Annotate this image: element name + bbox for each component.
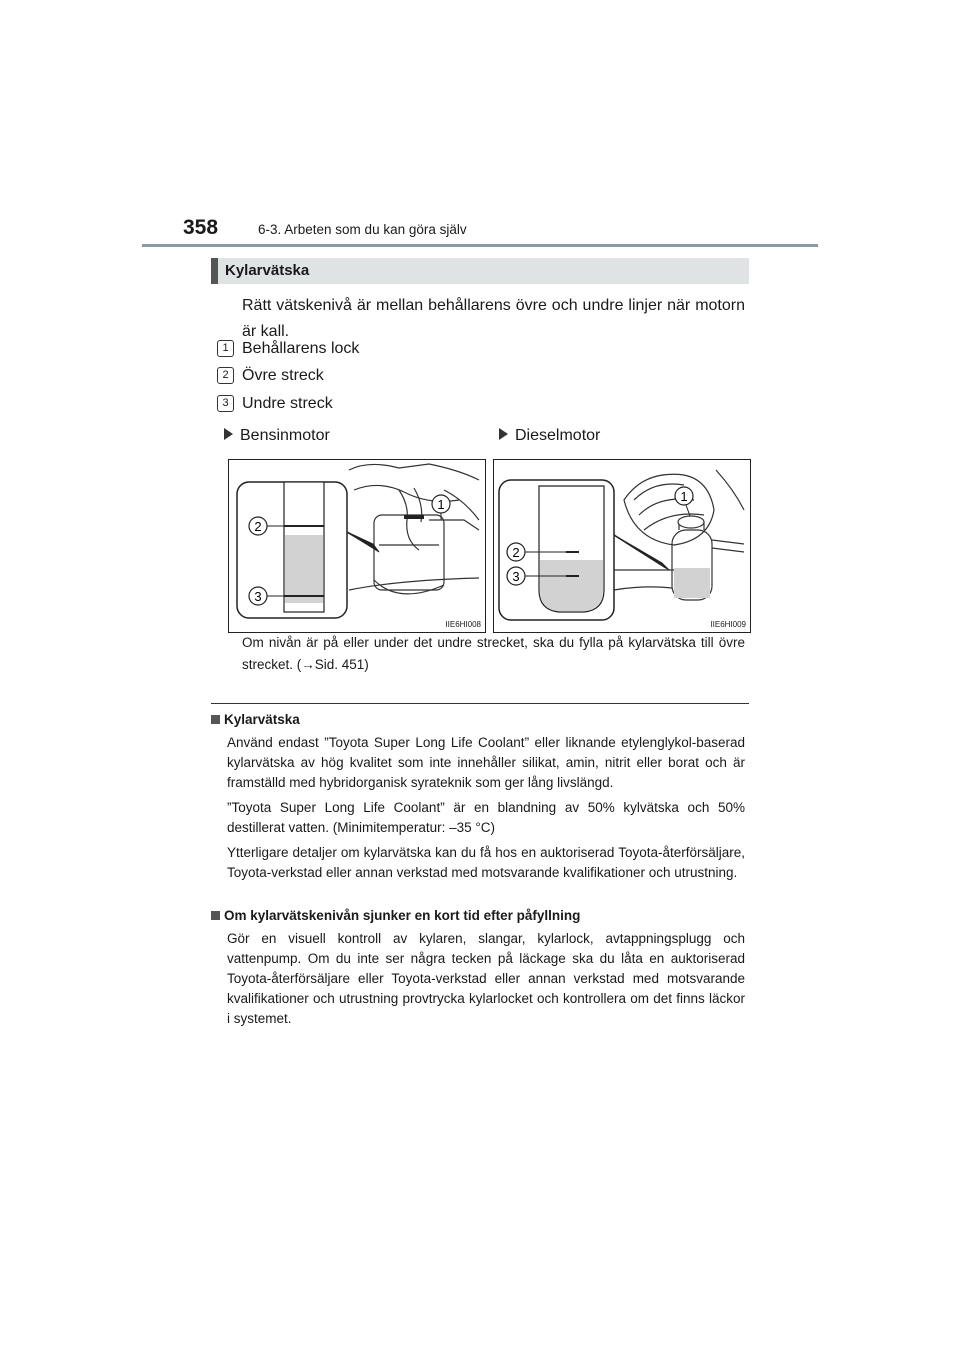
chapter-title: 6-3. Arbeten som du kan göra själv [258, 222, 467, 237]
page-number: 358 [183, 216, 219, 239]
section-heading-bar [211, 258, 218, 284]
svg-text:2: 2 [254, 519, 262, 534]
figure-petrol-reservoir [228, 459, 486, 633]
legend-label: Övre streck [242, 367, 324, 384]
note-paragraph: Gör en visuell kontroll av kylaren, slangar, kylarlock, avtappningsplugg och vattenpump. Om du inte ser några tecken på läckage ska du låta en auktoriserad Toyota-återförsäljare eller Toyota-verkstad eller annan verkstad med motsvarande kvalifikationer och utrustning provtrycka kylarlocket och kontrollera om det finns läckor i systemet. [227, 931, 745, 1026]
legend-item-lower-line [217, 395, 333, 417]
section-heading [211, 258, 749, 284]
figure-caption-diesel: Dieselmotor [499, 427, 600, 445]
figure-code: IIE6HI009 [710, 620, 746, 629]
legend-label: Undre streck [242, 395, 333, 412]
legend-item-cap [217, 340, 359, 362]
legend-number: 3 [217, 395, 234, 412]
diesel-reservoir-illustration [494, 460, 750, 632]
figure-note: Om nivån är på eller under det undre strecket, ska du fylla på kylarvätska till övre strecket. (→Sid. 451) [242, 635, 745, 672]
triangle-bullet-icon [224, 428, 233, 440]
figure-diesel-reservoir [493, 459, 751, 633]
intro-paragraph: Rätt vätskenivå är mellan behållarens övre och undre linjer när motorn är kall. [242, 297, 745, 340]
svg-text:2: 2 [512, 545, 520, 560]
svg-text:3: 3 [254, 589, 262, 604]
figure-caption-petrol: Bensinmotor [224, 427, 330, 445]
svg-text:1: 1 [437, 497, 445, 512]
section-heading-text: Kylarvätska [225, 262, 310, 279]
header-divider [142, 244, 818, 247]
triangle-bullet-icon [499, 428, 508, 440]
svg-text:1: 1 [680, 489, 688, 504]
legend-label: Behållarens lock [242, 340, 360, 357]
square-bullet-icon [211, 911, 220, 920]
legend-number: 2 [217, 367, 234, 384]
figure-code: IIE6HI008 [445, 620, 481, 629]
note-paragraph: ”Toyota Super Long Life Coolant” är en blandning av 50% kylvätska och 50% destillerat vatten. (Minimitemperatur: –35 °C) [227, 800, 745, 835]
note-paragraph: Ytterligare detaljer om kylarvätska kan du få hos en auktoriserad Toyota-återförsäljare, Toyota-verkstad eller annan verkstad med motsvarande kvalifikationer och utrustning. [227, 845, 745, 880]
svg-text:3: 3 [512, 569, 520, 584]
petrol-reservoir-illustration [229, 460, 485, 632]
legend-number: 1 [217, 340, 234, 357]
note-heading-level-drop: Om kylarvätskenivån sjunker en kort tid efter påfyllning [211, 908, 580, 923]
legend-item-upper-line [217, 367, 324, 389]
square-bullet-icon [211, 715, 220, 724]
notes-divider [211, 703, 749, 704]
note-paragraph: Använd endast ”Toyota Super Long Life Coolant” eller liknande etylenglykol-baserad kylarvätska av hög kvalitet som inte innehåller silikat, amin, nitrit eller borat och är framställd med hybridorganisk syrateknik som ger lång livslängd. [227, 735, 745, 790]
note-heading-coolant: Kylarvätska [211, 712, 300, 727]
